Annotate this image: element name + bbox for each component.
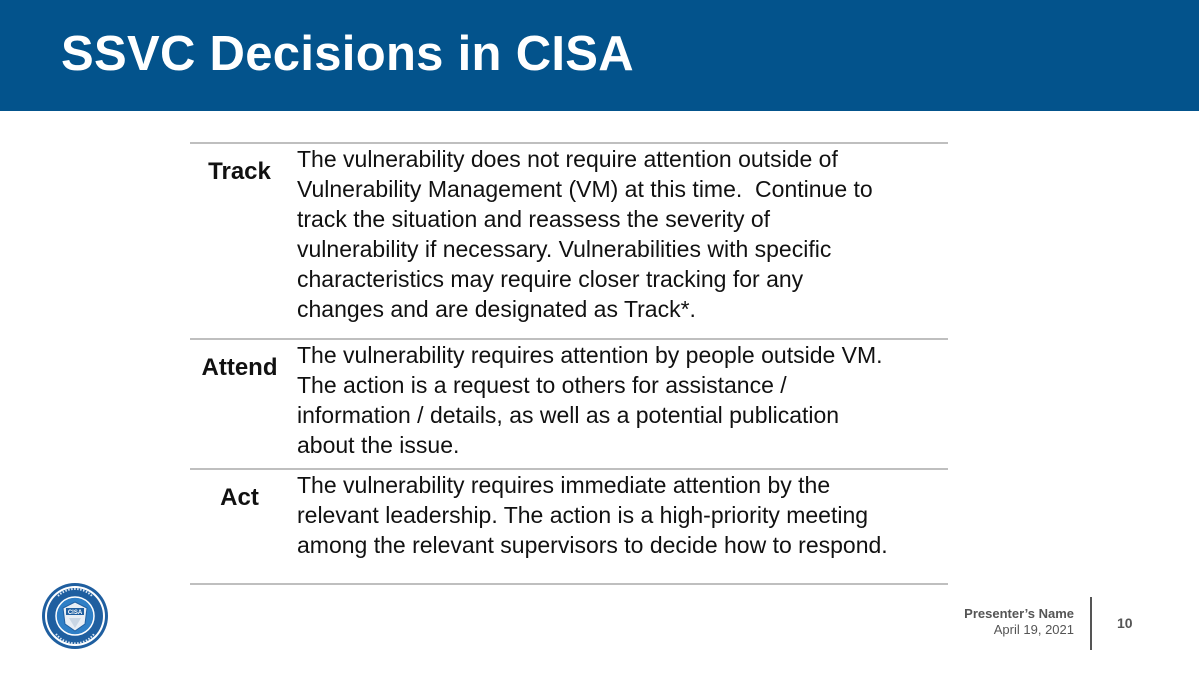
- decision-label-attend: Attend: [201, 354, 278, 381]
- description-line: information / details, as well as a potential publication: [297, 402, 840, 428]
- cisa-seal-logo: [41, 582, 109, 650]
- decision-description-attend: [289, 340, 948, 468]
- description-line: track the situation and reassess the severity of: [297, 206, 771, 232]
- description-line: The action is a request to others for assistance /: [297, 372, 787, 398]
- decision-description-act: [289, 470, 948, 583]
- decision-row-act: [190, 468, 948, 585]
- slide-title: SSVC Decisions in CISA: [61, 27, 634, 81]
- description-line: vulnerability if necessary. Vulnerabilities with specific: [297, 236, 832, 262]
- decision-label-track: Track: [208, 158, 271, 185]
- description-line: changes and are designated as Track*.: [297, 296, 696, 322]
- description-line: Vulnerability Management (VM) at this time. Continue to: [297, 176, 873, 202]
- decision-table: [190, 142, 948, 585]
- description-line: The vulnerability requires attention by people outside VM.: [297, 342, 883, 368]
- header-bar: [0, 0, 1199, 111]
- description-line: among the relevant supervisors to decide how to respond.: [297, 532, 888, 558]
- description-line: characteristics may require closer tracking for any: [297, 266, 804, 292]
- presentation-date: April 19, 2021: [993, 622, 1074, 637]
- decision-row-attend: [190, 338, 948, 468]
- decision-row-track: [190, 142, 948, 338]
- page-number: 10: [1117, 615, 1133, 631]
- decision-label-act: Act: [220, 484, 259, 511]
- presenter-block: [964, 606, 1074, 638]
- decision-description-track: [289, 144, 948, 338]
- description-line: The vulnerability does not require attention outside of: [297, 146, 838, 172]
- description-line: relevant leadership. The action is a high-priority meeting: [297, 502, 869, 528]
- presenter-name: Presenter’s Name: [964, 606, 1074, 621]
- description-line: about the issue.: [297, 432, 460, 458]
- logo-text: CISA: [67, 610, 83, 616]
- description-line: The vulnerability requires immediate attention by the: [297, 472, 831, 498]
- footer-divider: [1090, 597, 1092, 650]
